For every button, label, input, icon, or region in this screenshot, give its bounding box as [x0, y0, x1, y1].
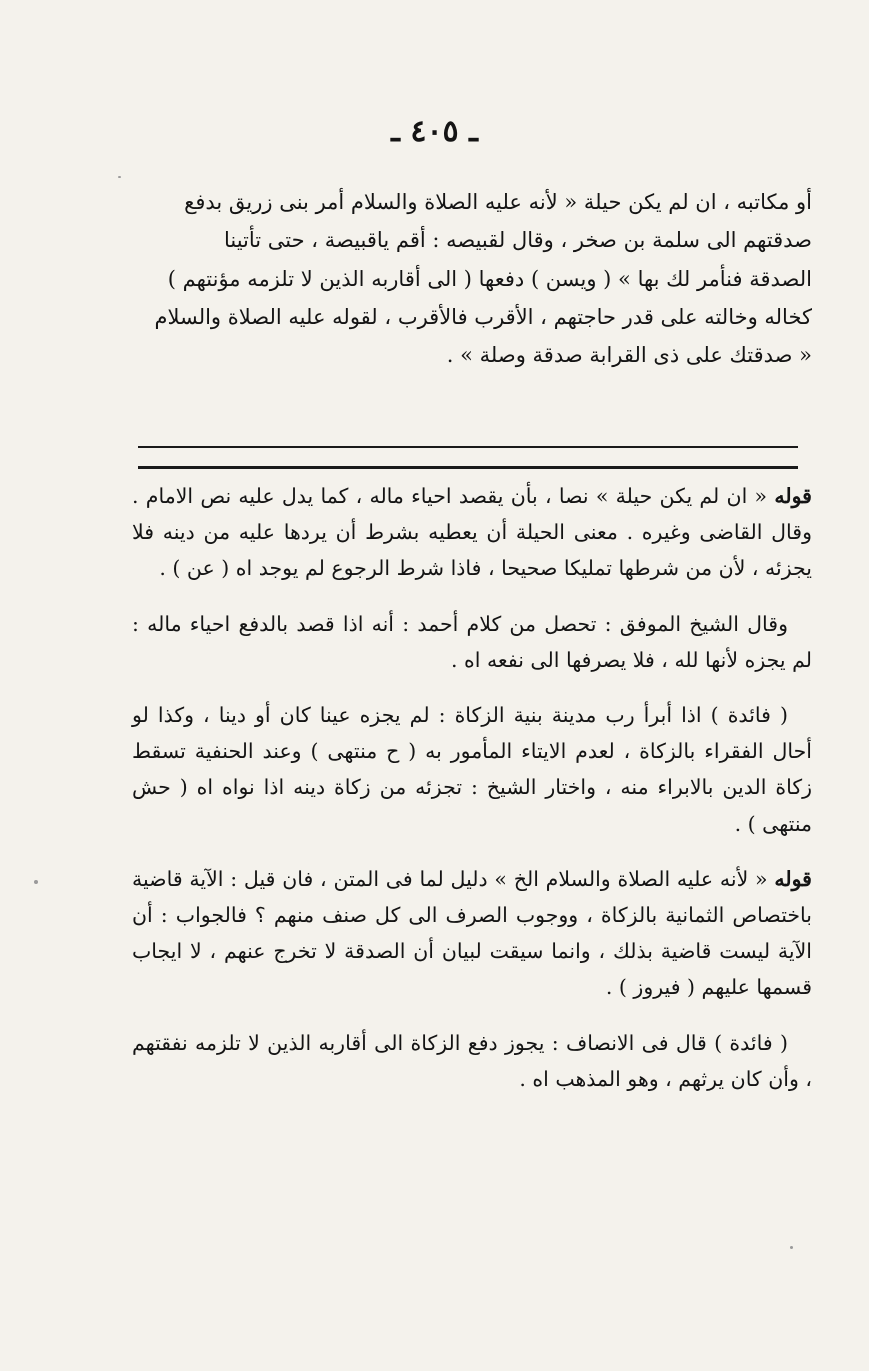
commentary-paragraph	[132, 697, 812, 842]
main-text-line: كخاله وخالته على قدر حاجتهم ، الأقرب فالأقرب ، لقوله عليه الصلاة والسلام	[154, 304, 812, 329]
main-text-line: « صدقتك على ذى القرابة صدقة وصلة » .	[446, 343, 812, 368]
commentary-paragraph	[132, 1025, 812, 1097]
commentary	[132, 478, 812, 1116]
main-text-line: صدقتهم الى سلمة بن صخر ، وقال لقبيصه : أقم ياقبيصة ، حتى تأتينا	[223, 228, 812, 253]
commentary-paragraph	[132, 478, 812, 587]
commentary-lead: قوله	[774, 484, 812, 508]
commentary-text: ( فائدة ) اذا أبرأ رب مدينة بنية الزكاة : لم يجزه عينا كان أو دينا ، وكذا لو أحال الفقراء بالزكاة ، لعدم الايتاء المأمور به ( ح منتهى ) وعند الحنفية تسقط زكاة الدين بالابراء منه ، واختار الشيخ : تجزئه من زكاة دينه اذا نواه اه ( حش منتهى ) .	[132, 703, 812, 836]
main-text	[132, 183, 812, 374]
commentary-paragraph	[132, 606, 812, 678]
scan-speck	[118, 176, 121, 178]
commentary-lead: قوله	[774, 866, 812, 891]
main-text-line: الصدقة فنأمر لك بها » ( ويسن ) دفعها ( الى أقاربه الذين لا تلزمه مؤنتهم )	[167, 266, 812, 291]
separator-thin	[138, 446, 798, 448]
commentary-text: وقال الشيخ الموفق : تحصل من كلام أحمد : أنه اذا قصد بالدفع احياء ماله : لم يجزه لأنها لله ، فلا يصرفها الى نفعه اه .	[132, 611, 812, 672]
commentary-text: « ان لم يكن حيلة » نصا ، بأن يقصد احياء ماله ، كما يدل عليه نص الامام . وقال القاضى وغيره . معنى الحيلة أن يعطيه بشرط أن يردها عليه من دينه فلا يجزئه ، لأن من شرطها تمليكا صحيحا ، فاذا شرط الرجوع لم يوجد اه ( عن ) .	[132, 484, 812, 581]
commentary-text: ( فائدة ) قال فى الانصاف : يجوز دفع الزكاة الى أقاربه الذين لا تلزمه نفقتهم ، وأن كان يرثهم ، وهو المذهب اه .	[132, 1030, 812, 1091]
commentary-paragraph	[132, 861, 812, 1006]
scan-speck	[790, 1246, 793, 1249]
main-text-line: أو مكاتبه ، ان لم يكن حيلة « لأنه عليه الصلاة والسلام أمر بنى زريق بدفع	[184, 190, 812, 214]
page-number: ـ ٤٠٥ ـ	[391, 114, 478, 149]
separator-thick	[138, 466, 798, 469]
scan-speck	[34, 880, 38, 884]
commentary-text: « لأنه عليه الصلاة والسلام الخ » دليل لما فى المتن ، فان قيل : الآية قاضية باختصاص الثمانية بالزكاة ، ووجوب الصرف الى كل صنف منهم ؟ فالجواب : أن الآية ليست قاضية بذلك ، وانما سيقت لبيان أن الصدقة لا تخرج عنهم ، لا ايجاب قسمها عليهم ( فيروز ) .	[132, 866, 812, 1000]
